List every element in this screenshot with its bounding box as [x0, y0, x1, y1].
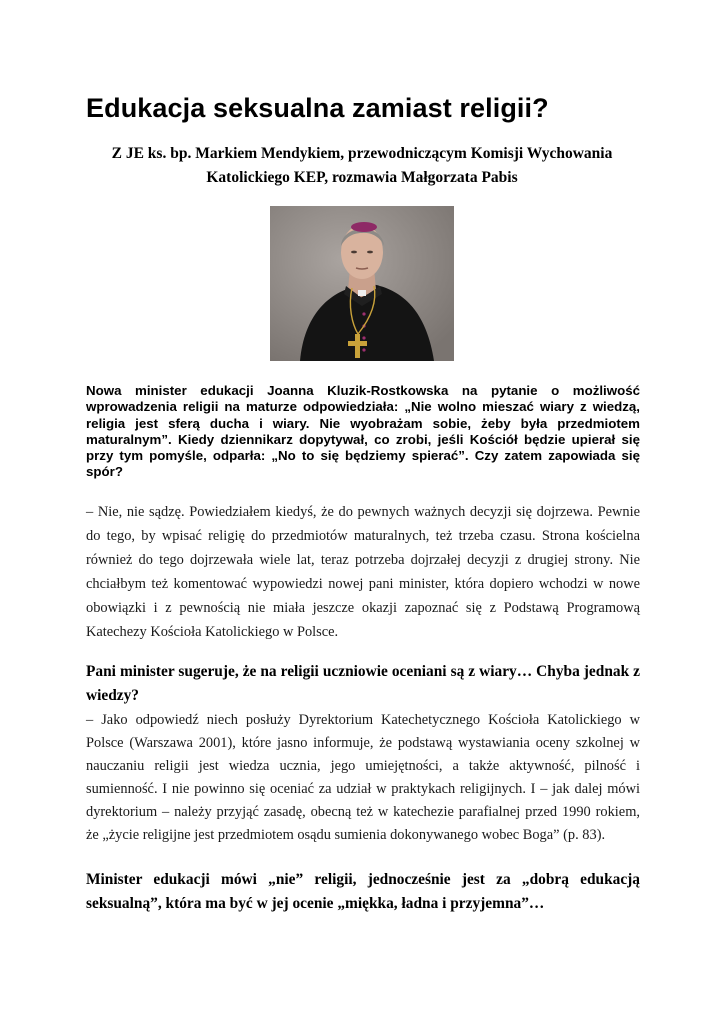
question-2: Pani minister sugeruje, że na religii uczniowie oceniani są z wiary… Chyba jednak z wiedzy? [86, 663, 640, 704]
subtitle-line-1: Z JE ks. bp. Markiem Mendykiem, przewodniczącym Komisji Wychowania [111, 145, 613, 162]
question-3: Minister edukacji mówi „nie” religii, jednocześnie jest za „dobrą edukacją seksualną”, która ma być w jej ocenie „miękka, ładna i przyjemna”… [86, 871, 640, 912]
answer-paragraph-2: – Jako odpowiedź niech posłuży Dyrektorium Katechetycznego Kościoła Katolickiego w Polsce (Warszawa 2001), które jasno informuje, że podstawą wystawiania oceny szkolnej w nauczaniu religii jest wiedza ucznia, jego umiejętności, a także aktywność, pilność i sumienność. I nie powinno się oceniać za udział w praktykach religijnych. I – jak dalej mówi dyrektorium – należy przyjąć zasadę, obecną też w katechezie parafialnej przed 1990 rokiem, że „życie religijne jest przedmiotem osądu sumienia dokonywanego wobec Boga” (p. 83). [86, 712, 640, 843]
subtitle-line-2: Katolickiego KEP, rozmawia Małgorzata Pabis [206, 169, 518, 186]
interview-lead-question: Nowa minister edukacji Joanna Kluzik-Rostkowska na pytanie o możliwość wprowadzenia religii na maturze odpowiedziała: „Nie wolno mieszać wiary z wiedzą, religia jest sferą ducha i wiary. Nie wyobrażam sobie, żeby była przedmiotem maturalnym”. Kiedy dziennikarz dopytywał, co zrobi, jeśli Kościół będzie upierał się przy tym pomyśle, odparła: „No to się będziemy spierać”. Czy zatem zapowiada się spór? [86, 383, 640, 480]
answer-paragraph-1: – Nie, nie sądzę. Powiedziałem kiedyś, że do pewnych ważnych decyzji się dojrzewa. Pewnie do tego, by wpisać religię do przedmiotów maturalnych, też trzeba czasu. Strona kościelna również do tego dojrzewała wiele lat, teraz potrzeba dojrzałej decyzji z drugiej strony. Nie chciałbym też komentować wypowiedzi nowej pani minister, która dopiero wchodzi w nowe obowiązki i z pewnością nie miała jeszcze okazji zapoznać się z Podstawą Programową Katechezy Kościoła Katolickiego w Polsce. [86, 504, 640, 640]
bishop-portrait-icon [270, 206, 454, 361]
article-subtitle [86, 142, 638, 190]
article-title: Edukacja seksualna zamiast religii? [86, 93, 549, 123]
bishop-portrait-photo [270, 206, 454, 361]
